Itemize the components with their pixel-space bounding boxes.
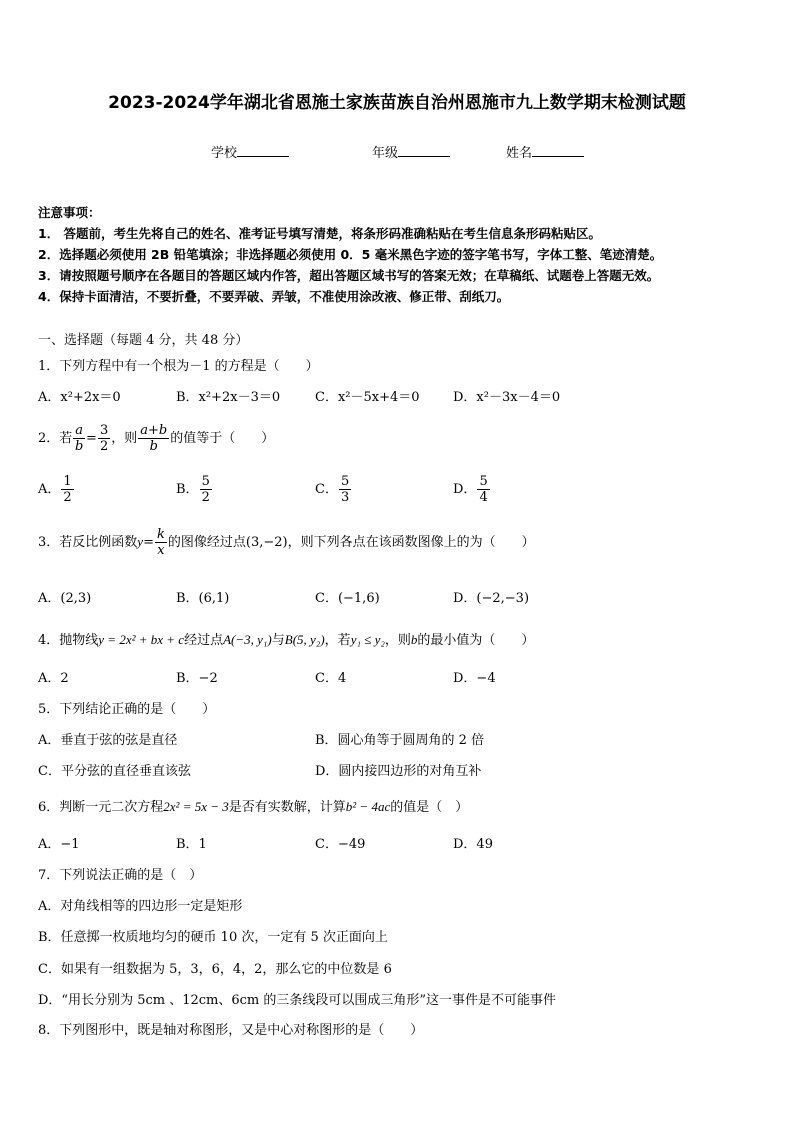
school-field (211, 142, 289, 161)
question-3-stem: 3．若反比例函数y= $\frac{k}{x}$ 的图像经过点(3,−2)，则下列各点在该函数图像上的为（ ） (38, 527, 535, 558)
question-5-option-c: C．平分弦的直径垂直该弦 (38, 764, 191, 779)
question-3-option-b: B．(6,1) (176, 591, 230, 606)
question-6-option-d: D．49 (453, 837, 493, 852)
question-7-option-b: B．任意掷一枚质地均匀的硬币 10 次，一定有 5 次正面向上 (38, 930, 388, 945)
q2-pre: 2．若 (38, 431, 73, 446)
question-4-option-a: A．2 (38, 671, 69, 686)
name-field (506, 142, 584, 161)
fraction-a-plus-b-over-b: $\frac{a+b}{b}$ (140, 423, 168, 454)
question-5-stem: 5．下列结论正确的是（ ） (38, 702, 216, 717)
question-4-option-b: B．−2 (176, 671, 218, 686)
question-1-stem: 1．下列方程中有一个根为－1 的方程是（ ） (38, 359, 319, 374)
note-item: 3．请按照题号顺序在各题目的答题区域内作答，超出答题区域书写的答案无效；在草稿纸、试题卷上答题无效。 (38, 268, 660, 283)
grade-label: 年级 (372, 146, 399, 161)
question-5-option-d: D．圆内接四边形的对角互补 (315, 764, 482, 779)
question-5-option-a: A．垂直于弦的弦是直径 (38, 733, 178, 748)
question-1-option-d: D．x²－3x－4＝0 (453, 390, 561, 405)
question-6-option-b: B．1 (176, 837, 207, 852)
question-1-option-a: A．x²+2x＝0 (38, 390, 121, 405)
question-2-option-c: C． $\frac{5}{3}$ (315, 474, 350, 505)
question-2-option-a: A． $\frac{1}{2}$ (38, 474, 72, 505)
question-1-option-c: C．x²－5x+4＝0 (315, 390, 420, 405)
question-2-stem: 2．若 $\frac{a}{b}$ = $\frac{3}{2}$ ，则 $\frac{a+b}{b}$ 的值等于（ ） (38, 423, 275, 454)
question-6-option-a: A．−1 (38, 837, 80, 852)
question-2-option-b: B． $\frac{5}{2}$ (176, 474, 210, 505)
section-heading: 一、选择题（每题 4 分，共 48 分） (38, 333, 249, 348)
question-7-stem: 7．下列说法正确的是（ ） (38, 868, 203, 883)
question-4-stem: 4．抛物线y = 2x² + bx + c经过点A(−3, y₁)与B(5, y₂)，若y₁ ≤ y₂，则b的最小值为（ ） (38, 632, 535, 648)
fraction-3-over-2: $\frac{3}{2}$ (99, 423, 109, 454)
question-8-stem: 8．下列图形中，既是轴对称图形，又是中心对称图形的是（ ） (38, 1023, 424, 1038)
question-4-option-c: C．4 (315, 671, 347, 686)
question-7-option-d: D．“用长分别为 5cm 、12cm、6cm 的三条线段可以围成三角形”这一事件是不可能事件 (38, 993, 557, 1008)
question-3-option-d: D．(−2,−3) (453, 591, 530, 606)
note-item: 4．保持卡面清洁，不要折叠，不要弄破、弄皱，不准使用涂改液、修正带、刮纸刀。 (38, 289, 510, 304)
school-label: 学校 (211, 146, 238, 161)
question-5-option-b: B．圆心角等于圆周角的 2 倍 (315, 733, 485, 748)
grade-blank (398, 144, 450, 157)
note-item: 1． 答题前，考生先将自己的姓名、准考证号填写清楚，将条形码准确粘贴在考生信息条形码粘贴区。 (38, 226, 602, 241)
question-3-option-c: C．(−1,6) (315, 591, 380, 606)
fraction-a-over-b: $\frac{a}{b}$ (75, 423, 84, 454)
question-6-option-c: C．−49 (315, 837, 366, 852)
grade-field (372, 142, 450, 161)
note-item: 2．选择题必须使用 2B 铅笔填涂；非选择题必须使用 0．5 毫米黑色字迹的签字笔书写，字体工整、笔迹清楚。 (38, 247, 663, 262)
name-label: 姓名 (506, 146, 533, 161)
question-7-option-c: C．如果有一组数据为 5，3，6，4，2，那么它的中位数是 6 (38, 962, 392, 977)
question-7-option-a: A．对角线相等的四边形一定是矩形 (38, 899, 243, 914)
name-blank (532, 144, 584, 157)
question-2-option-d: D． $\frac{5}{4}$ (453, 474, 488, 505)
question-4-option-d: D．−4 (453, 671, 496, 686)
fraction-k-over-x: $\frac{k}{x}$ (156, 527, 165, 558)
notes-heading: 注意事项： (38, 205, 101, 220)
question-1-option-b: B．x²+2x－3＝0 (176, 390, 281, 405)
question-6-stem: 6．判断一元二次方程2x² = 5x − 3是否有实数解，计算b² − 4ac的值是（ ） (38, 799, 469, 815)
page-title: 2023-2024学年湖北省恩施土家族苗族自治州恩施市九上数学期末检测试题 (108, 93, 686, 113)
question-3-option-a: A．(2,3) (38, 591, 92, 606)
school-blank (237, 144, 289, 157)
